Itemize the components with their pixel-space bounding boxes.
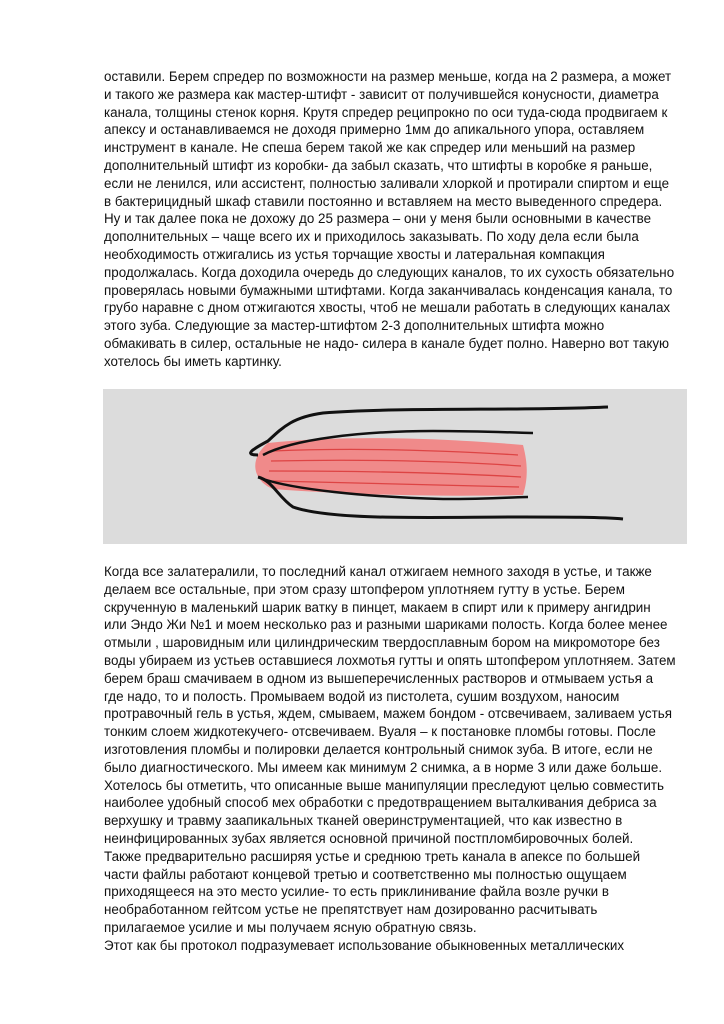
text-line: проверялась новыми бумажными штифтами. Когда заканчивалась конденсация канала, то (104, 282, 673, 298)
text-line: необходимость отжигались из устья торчащие хвосты и латеральная компакция (104, 246, 605, 262)
text-line: хотелось бы иметь картинку. (104, 353, 282, 369)
text-line: этого зуба. Следующие за мастер-штифтом 2-3 дополнительных штифта можно (104, 318, 605, 334)
text-line: продолжалась. Когда доходила очередь до следующих каналов, то их сухость обязательно (104, 264, 675, 280)
text-line: Этот как бы протокол подразумевает использование обыкновенных металлических (104, 937, 625, 953)
text-line: скрученную в маленький шарик ватку в пинцет, макаем в спирт или к примеру ангидрин (104, 599, 651, 615)
text-line: обмакивать в силер, остальные не надо- силера в канале будет полно. Наверно вот такую (104, 335, 670, 351)
text-line: если не ленился, или ассистент, полностью заливали хлоркой и протирали спиртом и еще (104, 175, 670, 191)
text-line: Также предварительно расширяя устье и среднюю треть канала в апексе по большей (104, 848, 641, 864)
paragraph-top (104, 68, 704, 371)
paragraph-bottom (104, 563, 704, 955)
root-canal-illustration (103, 389, 687, 544)
text-line: приходящееся на это место усилие- то есть приклинивание файла возле ручки в (104, 884, 609, 900)
text-line: тонким слоем жидкотекучего- отсвечиваем. Вуаля – к постановке пломбы готовы. После (104, 724, 656, 740)
text-line: отмыли , шаровидным или цилиндрическим твердосплавным бором на микромоторе без (104, 635, 660, 651)
text-line: воды убираем из устьев оставшиеся лохмотья гутты и опять штопфером уплотняем. Затем (104, 652, 676, 668)
text-line: прилагаемое усилие и мы получаем ясную обратную связь. (104, 919, 477, 935)
text-line: делаем все остальные, при этом сразу штопфером уплотняем гутту в устье. Берем (104, 581, 625, 597)
text-line: Ну и так далее пока не дохожу до 25 размера – они у меня были основными в качестве (104, 211, 652, 227)
text-line: наиболее удобный способ мех обработки с предотвращением выталкивания дебриса за (104, 795, 657, 811)
text-line: изготовления пломбы и полировки делается контрольный снимок зуба. В итоге, если не (104, 741, 653, 757)
text-line: или Эндо Жи №1 и моем несколько раз и разными шариками полость. Когда более менее (104, 617, 668, 633)
text-line: берем браш смачиваем в одном из вышеперечисленных растворов и отмываем устья а (104, 670, 654, 686)
canal-drawing (103, 389, 687, 544)
text-line: инструмент в канале. Не спеша берем такой же как спредер или меньший на размер (104, 140, 636, 156)
text-line: дополнительных – чаще всего их и приходилось заказывать. По ходу дела если была (104, 229, 639, 245)
text-line: протравочный гель в устья, ждем, смываем, мажем бондом - отсвечиваем, заливаем устья (104, 706, 672, 722)
text-line: Когда все залатералили, то последний канал отжигаем немного заходя в устье, и также (104, 564, 652, 579)
text-line: Хотелось бы отметить, что описанные выше манипуляции преследуют целью совместить (104, 777, 664, 793)
text-line: и такого же размера как мастер-штифт - зависит от получившейся конусности, диаметра (104, 86, 659, 102)
text-line: в бактерицидный шкаф ставили постоянно и вставляем на место выведенного спредера. (104, 193, 663, 209)
text-line: части файлы работают концевой третью и соответственно мы полностью ощущаем (104, 866, 627, 882)
text-line: оставили. Берем спредер по возможности на размер меньше, когда на 2 размера, а может (104, 69, 672, 84)
text-line: было диагностического. Мы имеем как минимум 2 снимка, а в норме 3 или даже больше. (104, 759, 663, 775)
text-line: неинфицированных зубах является основной причиной постпломбировочных болей. (104, 830, 634, 846)
text-line: канала, толщины стенок корня. Крутя спредер реципрокно по оси туда-сюда продвигаем к (104, 104, 668, 120)
text-line: грубо наравне с дном отжигаются хвосты, чтоб не мешали работать в следующих каналах (104, 300, 671, 316)
text-line: апексу и останавливаемся не доходя примерно 1мм до апикального упора, оставляем (104, 122, 645, 138)
text-line: дополнительный штифт из коробки- да забыл сказать, что штифты в коробке я раньше, (104, 157, 653, 173)
text-line: верхушку и травму заапикальных тканей оверинструментацией, что как известно в (104, 813, 623, 829)
text-line: необработанном гейтсом устье не препятствует нам дозированно расчитывать (104, 902, 598, 918)
text-line: где надо, то и полость. Промываем водой из пистолета, сушим воздухом, наносим (104, 688, 620, 704)
